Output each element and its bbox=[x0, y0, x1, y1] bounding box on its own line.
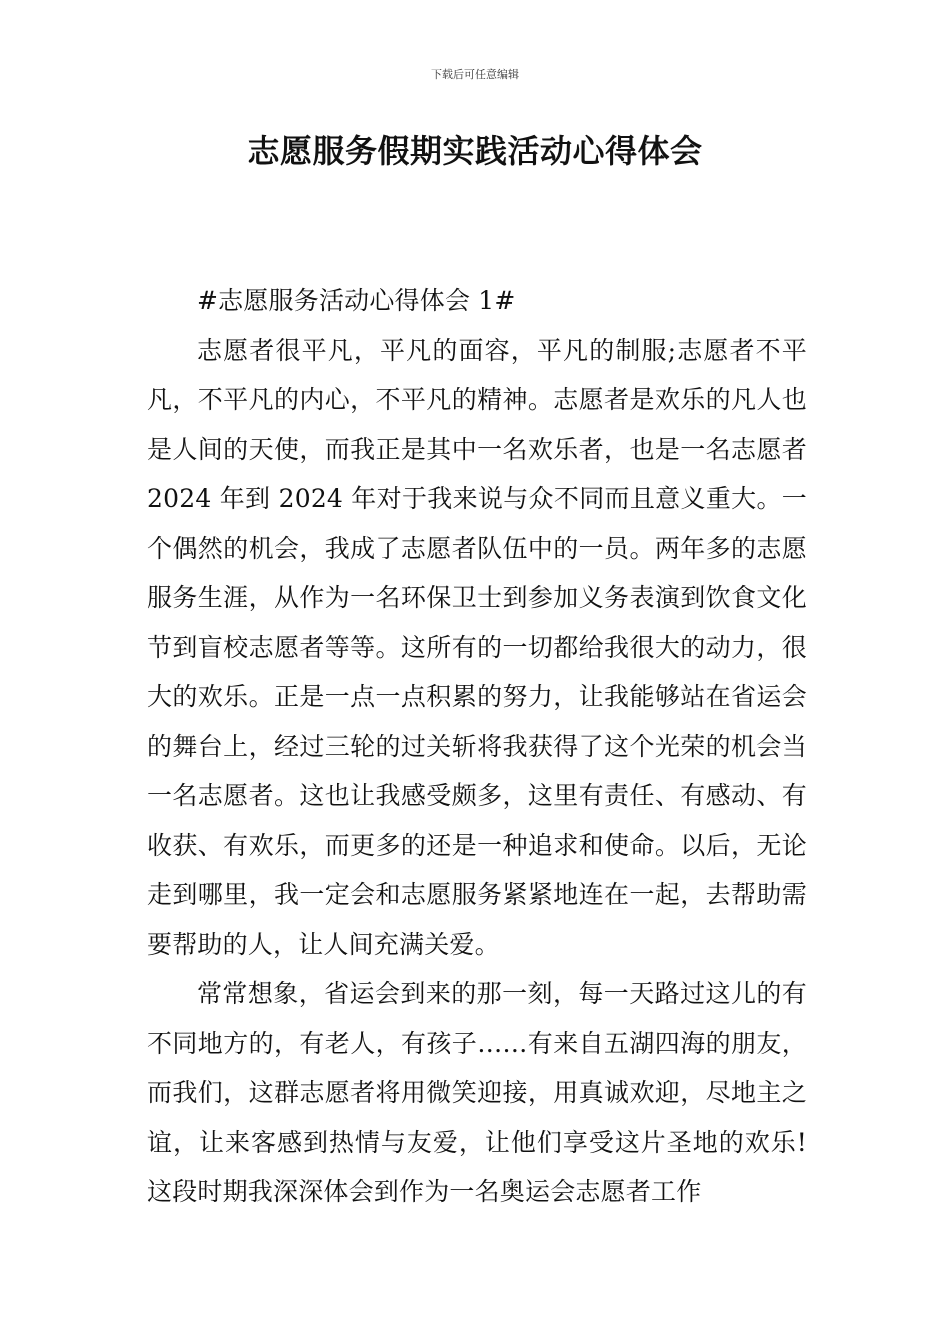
document-body bbox=[147, 276, 807, 1217]
body-paragraph-2: 常常想象，省运会到来的那一刻，每一天路过这儿的有不同地方的，有老人，有孩子……有来自五湖四海的朋友，而我们，这群志愿者将用微笑迎接，用真诚欢迎，尽地主之谊，让来客感到热情与友爱，让他们享受这片圣地的欢乐!这段时期我深深体会到作为一名奥运会志愿者工作 bbox=[147, 979, 807, 1206]
section-subheading: #志愿服务活动心得体会 1# bbox=[197, 286, 516, 315]
body-paragraph-1: 志愿者很平凡，平凡的面容，平凡的制服;志愿者不平凡，不平凡的内心，不平凡的精神。志愿者是欢乐的凡人也是人间的天使，而我正是其中一名欢乐者，也是一名志愿者 2024 年到 2024 年对于我来说与众不同而且意义重大。一个偶然的机会，我成了志愿者队伍中的一员。两年多的志愿服务生涯，从作为一名环保卫士到参加义务表演到饮食文化节到盲校志愿者等等。这所有的一切都给我很大的动力，很大的欢乐。正是一点一点积累的努力，让我能够站在省运会的舞台上，经过三轮的过关斩将我获得了这个光荣的机会当一名志愿者。这也让我感受颇多，这里有责任、有感动、有收获、有欢乐，而更多的还是一种追求和使命。以后，无论走到哪里，我一定会和志愿服务紧紧地连在一起，去帮助需要帮助的人，让人间充满关爱。 bbox=[147, 335, 807, 959]
page-header-note: 下载后可任意编辑 bbox=[431, 68, 519, 81]
document-title: 志愿服务假期实践活动心得体会 bbox=[247, 132, 703, 170]
